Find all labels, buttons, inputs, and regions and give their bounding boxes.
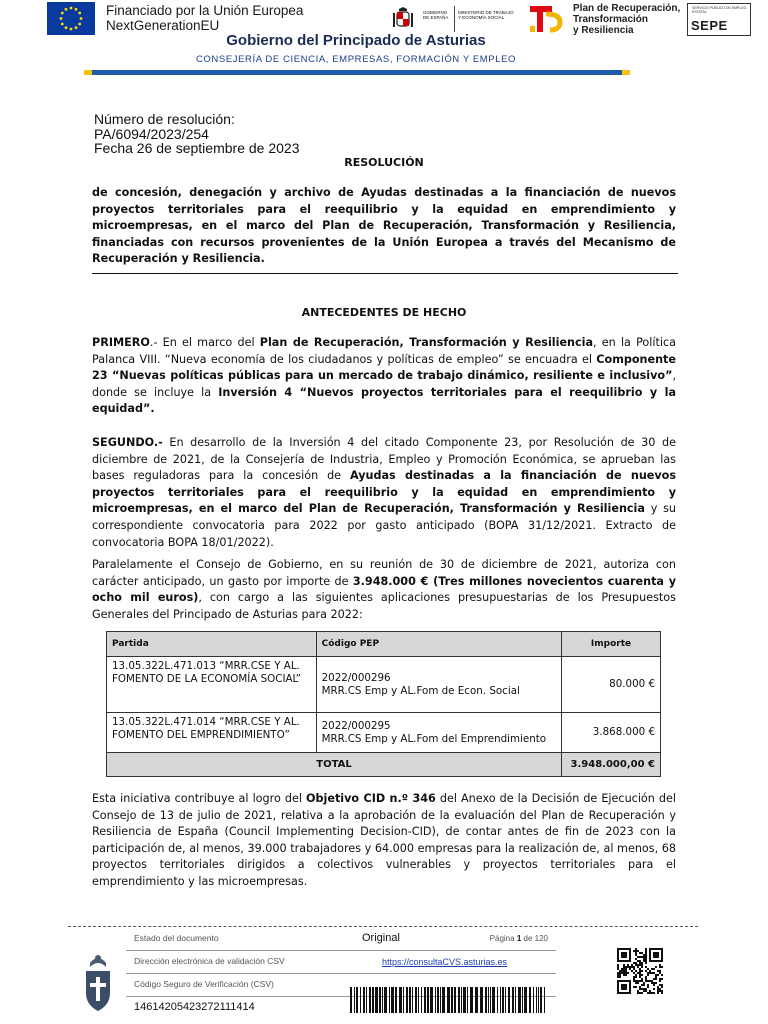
total-value: 3.948.000,00 € [562, 753, 661, 777]
primero-t2: , en la Política Palanca VIII. “Nueva economía de los ciudadanos y políticas de empleo” se encuadra el [92, 336, 676, 366]
paragraph-segundo [92, 435, 676, 551]
table-header-row [107, 632, 661, 657]
validation-link[interactable]: https://consultaCVS.asturias.es [382, 957, 508, 967]
pep-code: 2022/000295 [321, 719, 391, 732]
prtr-line-3: y Resiliencia [573, 25, 634, 36]
primero-t3: , donde se incluye la [92, 369, 676, 399]
objetivo-t1: Esta iniciativa contribuye al logro del [92, 792, 307, 805]
segundo-t1: En desarrollo de la Inversión 4 del citado Componente 23, por Resolución de 30 de diciembre de 2021, de la Consejería de Industria, Empleo y Promoción Económica, se aprueban las bases reguladoras para la concesión de [92, 436, 676, 483]
page-number: 1 [516, 934, 522, 943]
principado-title: Gobierno del Principado de Asturias [226, 32, 486, 49]
direccion-label: Dirección electrónica de validación CSV [134, 956, 285, 966]
document-title: RESOLUCIÓN [344, 156, 424, 169]
total-label: TOTAL [107, 753, 562, 777]
segundo-b1: Ayudas destinadas a la financiación de nuevos proyectos territoriales para el reequilibrio y la equidad en emprendimiento y microempresas, en el marco del Plan de Recuperación, Transformación y Resiliencia [92, 469, 677, 516]
footer-row-direccion [126, 951, 556, 974]
table-total-row [107, 753, 661, 777]
csv-code: 14614205423272111414 [134, 1001, 255, 1013]
primero-b3: Inversión 4 “Nuevos proyectos territoriales para el reequilibrio y la equidad”. [92, 385, 676, 416]
footer-top-border [68, 926, 698, 927]
page-indicator [490, 934, 548, 943]
segundo-lead: SEGUNDO.- [92, 436, 163, 449]
page-total: 120 [534, 934, 548, 943]
subject-underline [92, 273, 678, 274]
sepe-small-text: SERVICIO PÚBLICO DE EMPLEO ESTATAL [692, 6, 747, 14]
antecedentes-heading: ANTECEDENTES DE HECHO [301, 306, 467, 319]
prtr-line-1: Plan de Recuperación, [573, 3, 681, 14]
pep-desc: MRR.CS Emp y AL.Fom de Econ. Social [321, 684, 520, 697]
cell-partida: 13.05.322L.471.014 “MRR.CSE Y AL. FOMENTO DEL EMPRENDIMIENTO” [107, 713, 317, 753]
primero-b2: Componente 23 “Nuevas políticas públicas para un mercado de trabajo dinámico, resiliente e inclusivo” [92, 352, 676, 383]
primero-b1: Plan de Recuperación, Transformación y Resiliencia [259, 336, 594, 349]
subject-text: de concesión, denegación y archivo de Ayudas destinadas a la financiación de nuevos proyectos territoriales para el reequilibrio y la equidad en emprendimiento y microempresas, en el marco del Plan de Recuperación, Transformación y Resiliencia, financiadas con recursos provenientes de la Unión Europea a través del Mecanismo de Recuperación y Resiliencia. [92, 186, 676, 266]
eu-line-2: NextGenerationEU [106, 18, 220, 33]
resolution-number: PA/6094/2023/254 [94, 125, 209, 142]
page-label: Página [489, 934, 515, 943]
consejeria-subtitle: CONSEJERÍA DE CIENCIA, EMPRESAS, FORMACIÓN Y EMPLEO [195, 54, 517, 65]
sepe-text: SEPE [691, 18, 728, 33]
barcode-icon [350, 987, 545, 1013]
cell-codigo-pep [316, 713, 561, 753]
header-importe: Importe [562, 632, 661, 657]
paralelamente-t2: , con cargo a las siguientes aplicaciones presupuestarias de los Presupuestos Generales del Principado de Asturias para 2022: [92, 591, 676, 621]
document-subject [92, 185, 676, 268]
paragraph-paralelamente [92, 557, 676, 623]
resolution-info [94, 112, 299, 156]
paragraph-primero [92, 335, 676, 418]
pep-desc: MRR.CS Emp y AL.Fom del Emprendimiento [321, 732, 547, 745]
primero-t1: .- En el marco del [149, 336, 260, 349]
objetivo-b1: Objetivo CID n.º 346 [306, 792, 436, 805]
pep-code: 2022/000296 [321, 671, 391, 684]
cell-codigo-pep [316, 657, 561, 713]
table-row [107, 713, 661, 753]
header-divider-bar [84, 70, 630, 75]
codigo-label: Código Seguro de Verificación (CSV) [134, 979, 274, 989]
header-bar-accent-left [84, 70, 92, 75]
estado-label: Estado del documento [134, 933, 219, 943]
prtr-line-2: Transformación [573, 14, 649, 25]
gobierno-espana-logo [390, 4, 520, 34]
logo-divider [454, 6, 455, 32]
table-row [107, 657, 661, 713]
objetivo-t2: del Anexo de la Decisión de Ejecución del Consejo de 13 de julio de 2021, relativa a la aprobación de la evaluación del Plan de Recuperación y Resiliencia de España (Council Implementing Decision-CID), de contar antes de fin de 2023 con la participación de, al menos, 39.000 trabajadores y 64.000 empresas para la realización de, al menos, 68 proyectos territoriales dirigidos a colectivos vulnerables y proyectos territoriales para el emprendimiento y las microempresas. [92, 792, 677, 888]
eu-line-1: Financiado por la Unión Europea [106, 3, 304, 18]
budget-table [106, 631, 661, 777]
cell-partida: 13.05.322L.471.013 “MRR.CSE Y AL. FOMENTO DE LA ECONOMÍA SOCIAL” [107, 657, 317, 713]
resolution-date: Fecha 26 de septiembre de 2023 [94, 140, 300, 156]
primero-lead: PRIMERO [92, 336, 150, 349]
paragraph-objetivo [92, 791, 676, 891]
resolution-label: Número de resolución: [94, 111, 235, 127]
qr-code-icon [617, 948, 663, 994]
cell-importe: 80.000 € [562, 657, 661, 713]
segundo-t2: y su correspondiente convocatoria para 2022 por gasto anticipado (BOPA 31/12/2021. Extracto de convocatoria BOPA 18/01/2022). [92, 502, 676, 549]
gobierno-espana-text: GOBIERNO DE ESPAÑA [423, 10, 449, 20]
eu-funding-text [106, 3, 303, 33]
prtr-logo-icon [528, 4, 564, 34]
header-codigo-pep: Código PEP [316, 632, 561, 657]
page-of: de [523, 934, 533, 943]
footer-row-estado [126, 928, 556, 951]
paralelamente-t1: Paralelamente el Consejo de Gobierno, en su reunión de 30 de diciembre de 2021, autoriza con carácter anticipado, un gasto por importe de [92, 558, 676, 588]
estado-value: Original [362, 932, 400, 944]
cell-importe: 3.868.000 € [562, 713, 661, 753]
asturias-shield-icon [80, 945, 116, 1017]
ministerio-text: MINISTERIO DE TRABAJO Y ECONOMÍA SOCIAL [458, 10, 514, 20]
header-bar-accent-right [622, 70, 630, 75]
paralelamente-b1: 3.948.000 € (Tres millones novecientos cuarenta y ocho mil euros) [92, 574, 676, 605]
eu-flag-icon [47, 2, 95, 35]
header-partida: Partida [107, 632, 317, 657]
spain-coat-of-arms-icon [390, 6, 416, 32]
